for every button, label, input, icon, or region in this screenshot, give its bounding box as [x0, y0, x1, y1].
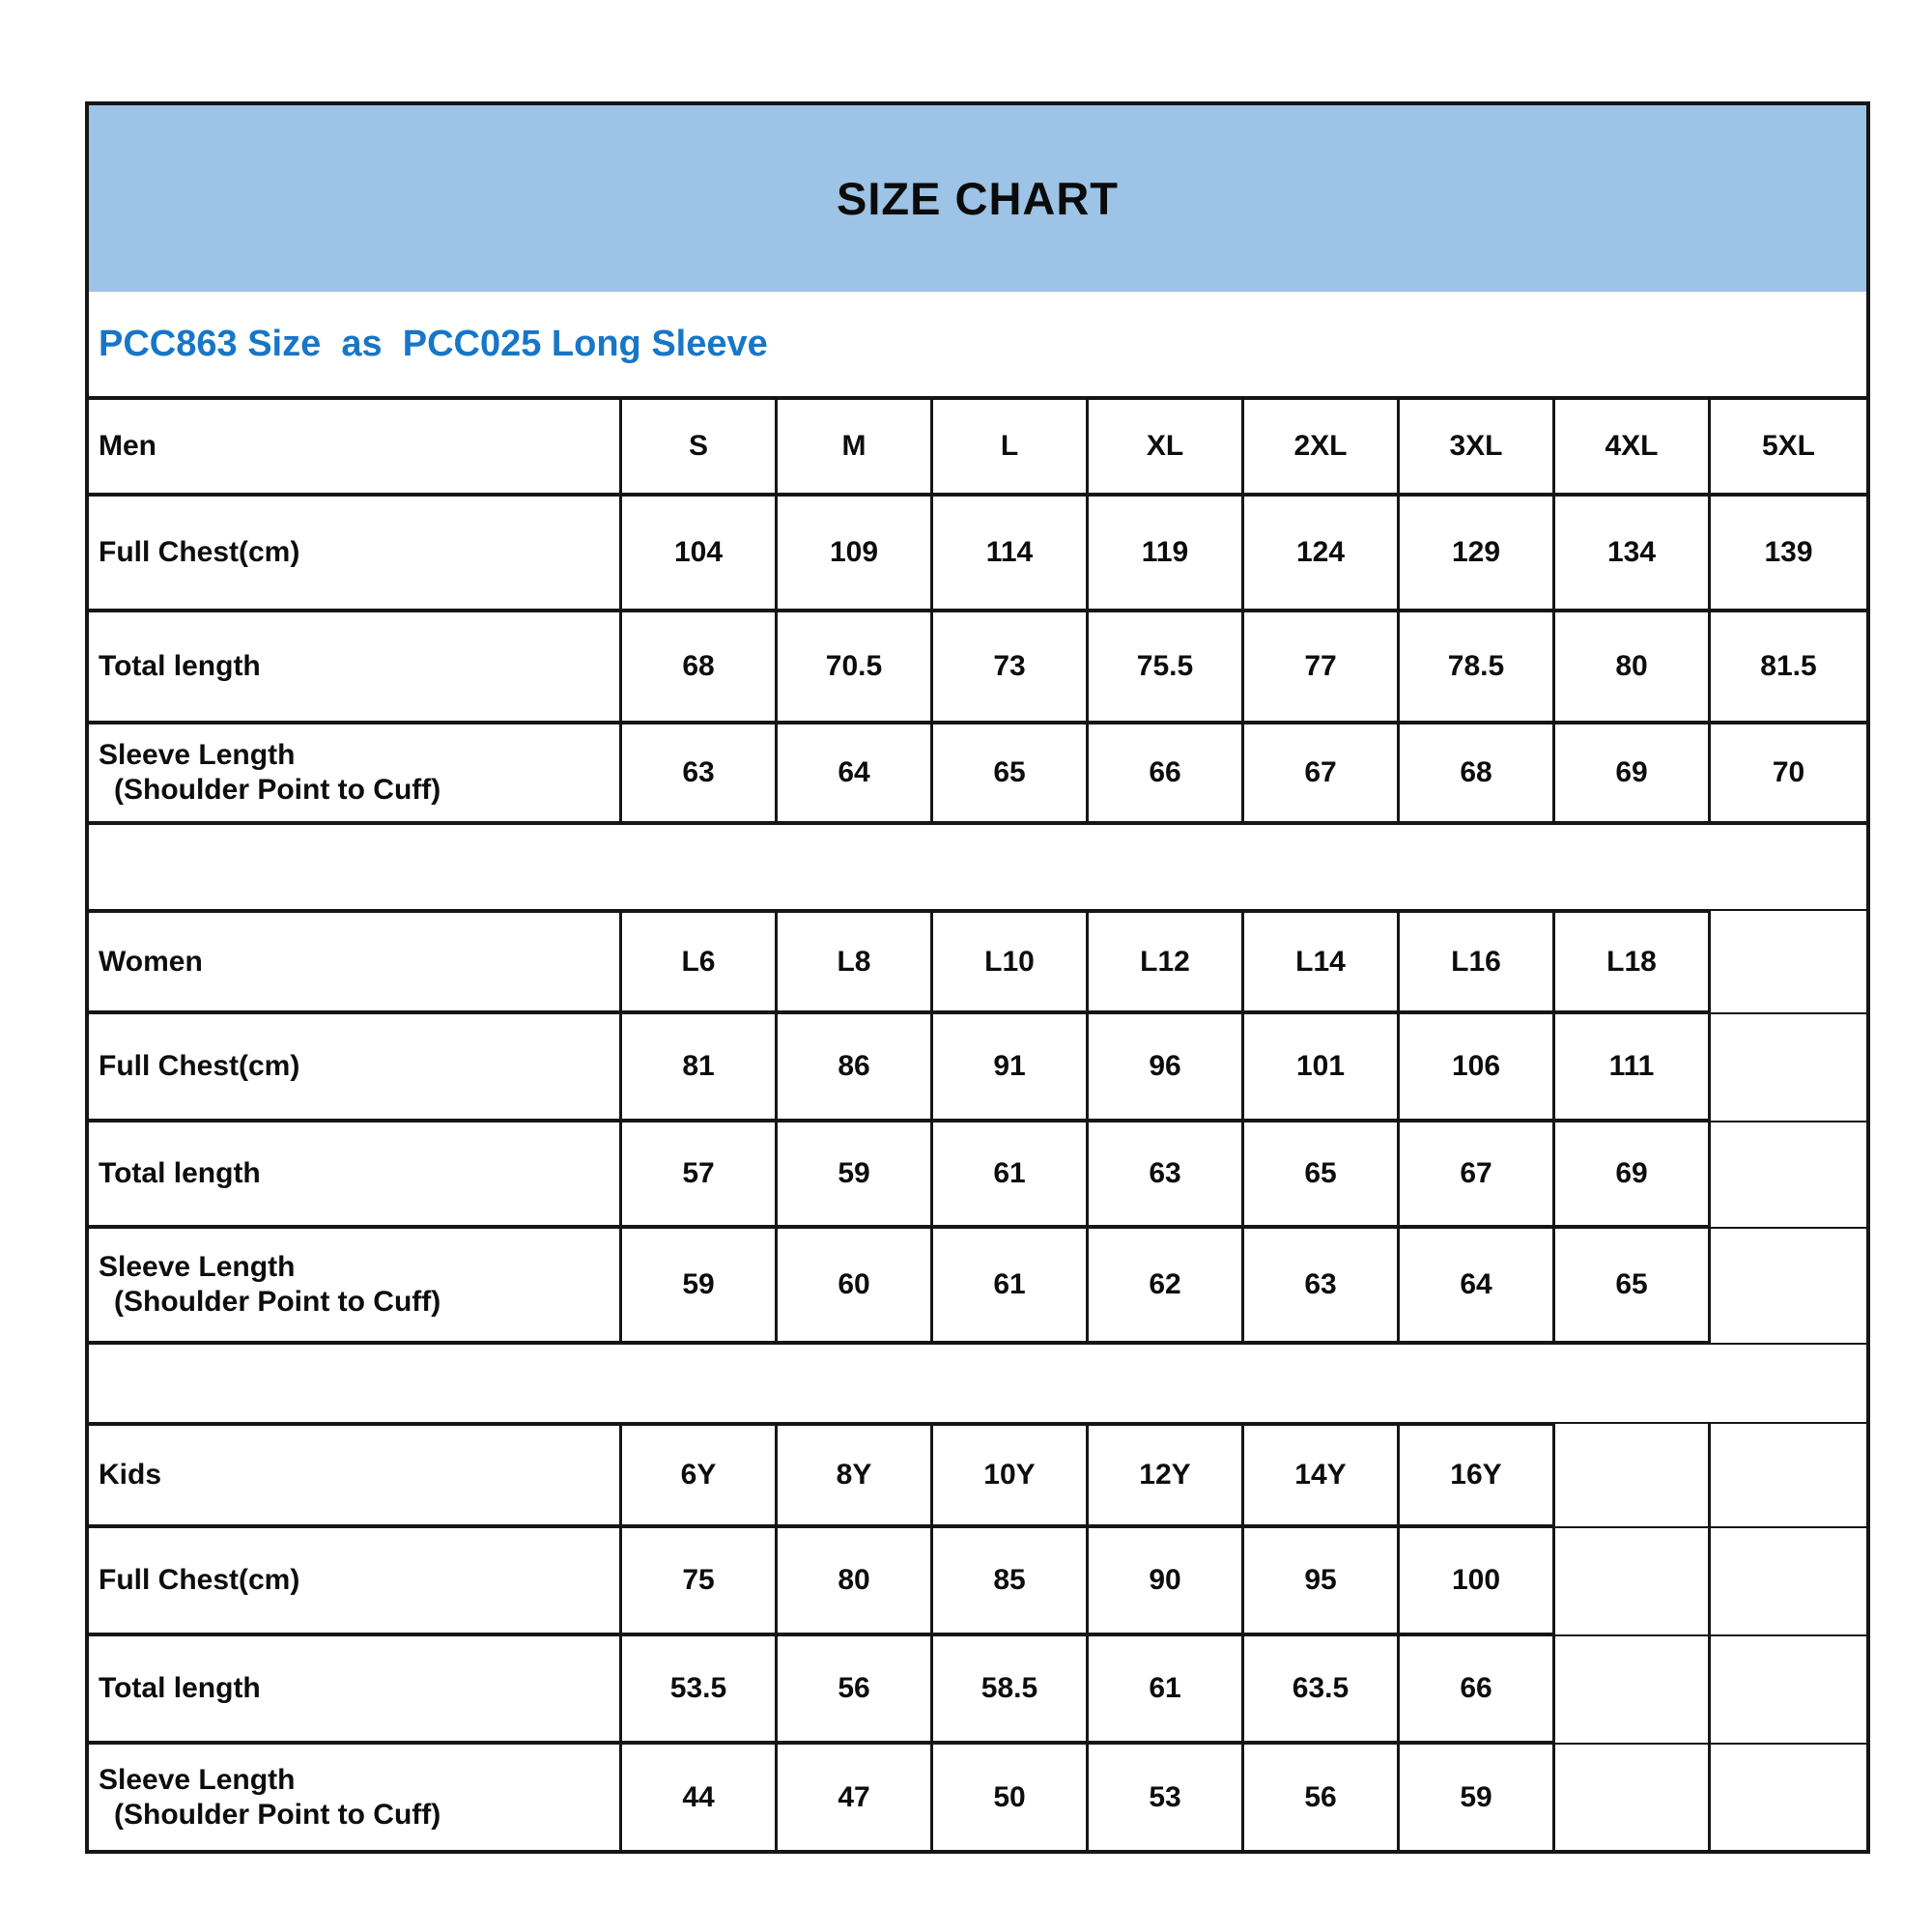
- chart-header-bar: [89, 105, 1866, 292]
- empty-cell: [1555, 1528, 1711, 1636]
- chart-title: SIZE CHART: [837, 173, 1119, 224]
- size-header-cell: L: [933, 400, 1089, 497]
- value-cell: 64: [778, 724, 933, 825]
- measure-label: Total length: [99, 1157, 261, 1189]
- row-label-cell: [89, 1636, 622, 1745]
- size-header-cell: L8: [778, 909, 933, 1014]
- measure-label: Full Chest(cm): [99, 536, 300, 568]
- value-cell: 60: [778, 1229, 933, 1345]
- value-cell: 81: [622, 1014, 778, 1122]
- empty-cell: [1711, 1528, 1866, 1636]
- row-label-cell: [89, 612, 622, 724]
- value-cell: 53.5: [622, 1636, 778, 1745]
- table-row: [89, 909, 1866, 1014]
- value-cell: 73: [933, 612, 1089, 724]
- value-cell: 47: [778, 1745, 933, 1850]
- value-cell: 77: [1244, 612, 1400, 724]
- value-cell: 109: [778, 497, 933, 612]
- product-note-row: [89, 292, 1866, 400]
- size-header-cell: L18: [1555, 909, 1711, 1014]
- value-cell: 90: [1089, 1528, 1244, 1636]
- measure-label-note: (Shoulder Point to Cuff): [114, 774, 441, 806]
- value-cell: 139: [1711, 497, 1866, 612]
- value-cell: 59: [622, 1229, 778, 1345]
- value-cell: 69: [1555, 1122, 1711, 1229]
- size-header-cell: 10Y: [933, 1422, 1089, 1528]
- measure-label: Full Chest(cm): [99, 1564, 300, 1596]
- table-row: [89, 1422, 1866, 1528]
- table-row: [89, 497, 1866, 612]
- size-chart-sheet: [85, 101, 1870, 1854]
- value-cell: 66: [1089, 724, 1244, 825]
- empty-cell: [1711, 1636, 1866, 1745]
- size-header-cell: S: [622, 400, 778, 497]
- value-cell: 91: [933, 1014, 1089, 1122]
- size-header-cell: 5XL: [1711, 400, 1866, 497]
- value-cell: 75: [622, 1528, 778, 1636]
- value-cell: 61: [933, 1122, 1089, 1229]
- row-label-cell: [89, 497, 622, 612]
- value-cell: 124: [1244, 497, 1400, 612]
- value-cell: 69: [1555, 724, 1711, 825]
- value-cell: 129: [1400, 497, 1555, 612]
- value-cell: 63: [1089, 1122, 1244, 1229]
- row-label-cell: [89, 1229, 622, 1345]
- value-cell: 63: [622, 724, 778, 825]
- measure-label-note: (Shoulder Point to Cuff): [114, 1798, 441, 1831]
- size-header-cell: L10: [933, 909, 1089, 1014]
- value-cell: 53: [1089, 1745, 1244, 1850]
- size-header-cell: 2XL: [1244, 400, 1400, 497]
- value-cell: 59: [778, 1122, 933, 1229]
- value-cell: 57: [622, 1122, 778, 1229]
- value-cell: 67: [1244, 724, 1400, 825]
- size-header-cell: 14Y: [1244, 1422, 1400, 1528]
- row-label-cell: [89, 1528, 622, 1636]
- measure-label: Sleeve Length: [99, 1763, 296, 1796]
- value-cell: 58.5: [933, 1636, 1089, 1745]
- value-cell: 70: [1711, 724, 1866, 825]
- value-cell: 119: [1089, 497, 1244, 612]
- empty-cell: [1711, 1014, 1866, 1122]
- value-cell: 61: [933, 1229, 1089, 1345]
- value-cell: 101: [1244, 1014, 1400, 1122]
- row-label-cell: [89, 724, 622, 825]
- value-cell: 65: [1555, 1229, 1711, 1345]
- value-cell: 50: [933, 1745, 1089, 1850]
- size-header-cell: 3XL: [1400, 400, 1555, 497]
- row-label-cell: [89, 400, 622, 497]
- spacer-row: [89, 825, 1866, 909]
- table-row: [89, 1014, 1866, 1122]
- value-cell: 56: [1244, 1745, 1400, 1850]
- size-header-cell: 16Y: [1400, 1422, 1555, 1528]
- size-header-cell: L6: [622, 909, 778, 1014]
- value-cell: 68: [622, 612, 778, 724]
- value-cell: 85: [933, 1528, 1089, 1636]
- value-cell: 114: [933, 497, 1089, 612]
- table-row: [89, 400, 1866, 497]
- value-cell: 134: [1555, 497, 1711, 612]
- size-header-cell: 6Y: [622, 1422, 778, 1528]
- value-cell: 61: [1089, 1636, 1244, 1745]
- empty-cell: [1711, 1122, 1866, 1229]
- value-cell: 96: [1089, 1014, 1244, 1122]
- value-cell: 44: [622, 1745, 778, 1850]
- group-label: Kids: [99, 1459, 162, 1491]
- group-label: Women: [99, 945, 203, 978]
- men-size-table: [89, 400, 1866, 825]
- value-cell: 64: [1400, 1229, 1555, 1345]
- size-header-cell: L16: [1400, 909, 1555, 1014]
- table-row: [89, 1528, 1866, 1636]
- product-note: PCC863 Size as PCC025 Long Sleeve: [99, 323, 768, 364]
- value-cell: 63.5: [1244, 1636, 1400, 1745]
- value-cell: 111: [1555, 1014, 1711, 1122]
- value-cell: 78.5: [1400, 612, 1555, 724]
- size-header-cell: L14: [1244, 909, 1400, 1014]
- value-cell: 80: [1555, 612, 1711, 724]
- measure-label: Sleeve Length: [99, 739, 296, 771]
- empty-cell: [1711, 1745, 1866, 1850]
- measure-label-note: (Shoulder Point to Cuff): [114, 1286, 441, 1318]
- empty-cell: [1555, 1745, 1711, 1850]
- table-row: [89, 1636, 1866, 1745]
- value-cell: 86: [778, 1014, 933, 1122]
- value-cell: 68: [1400, 724, 1555, 825]
- value-cell: 66: [1400, 1636, 1555, 1745]
- measure-label: Total length: [99, 650, 261, 682]
- value-cell: 65: [1244, 1122, 1400, 1229]
- measure-label: Total length: [99, 1672, 261, 1704]
- table-row: [89, 724, 1866, 825]
- value-cell: 81.5: [1711, 612, 1866, 724]
- row-label-cell: [89, 1014, 622, 1122]
- table-row: [89, 1122, 1866, 1229]
- value-cell: 75.5: [1089, 612, 1244, 724]
- empty-cell: [1555, 1422, 1711, 1528]
- row-label-cell: [89, 1422, 622, 1528]
- value-cell: 67: [1400, 1122, 1555, 1229]
- size-header-cell: 4XL: [1555, 400, 1711, 497]
- measure-label: Full Chest(cm): [99, 1050, 300, 1082]
- value-cell: 59: [1400, 1745, 1555, 1850]
- value-cell: 80: [778, 1528, 933, 1636]
- women-size-table: [89, 909, 1866, 1345]
- size-header-cell: XL: [1089, 400, 1244, 497]
- value-cell: 56: [778, 1636, 933, 1745]
- kids-size-table: [89, 1422, 1866, 1850]
- empty-cell: [1711, 1229, 1866, 1345]
- size-header-cell: M: [778, 400, 933, 497]
- value-cell: 63: [1244, 1229, 1400, 1345]
- spacer-row: [89, 1345, 1866, 1422]
- empty-cell: [1555, 1636, 1711, 1745]
- value-cell: 62: [1089, 1229, 1244, 1345]
- table-row: [89, 1229, 1866, 1345]
- row-label-cell: [89, 909, 622, 1014]
- empty-cell: [1711, 1422, 1866, 1528]
- row-label-cell: [89, 1745, 622, 1850]
- empty-cell: [1711, 909, 1866, 1014]
- group-label: Men: [99, 430, 156, 462]
- size-header-cell: 8Y: [778, 1422, 933, 1528]
- value-cell: 104: [622, 497, 778, 612]
- table-row: [89, 612, 1866, 724]
- measure-label: Sleeve Length: [99, 1251, 296, 1283]
- size-header-cell: 12Y: [1089, 1422, 1244, 1528]
- value-cell: 70.5: [778, 612, 933, 724]
- row-label-cell: [89, 1122, 622, 1229]
- size-header-cell: L12: [1089, 909, 1244, 1014]
- value-cell: 106: [1400, 1014, 1555, 1122]
- table-row: [89, 1745, 1866, 1850]
- value-cell: 100: [1400, 1528, 1555, 1636]
- value-cell: 65: [933, 724, 1089, 825]
- value-cell: 95: [1244, 1528, 1400, 1636]
